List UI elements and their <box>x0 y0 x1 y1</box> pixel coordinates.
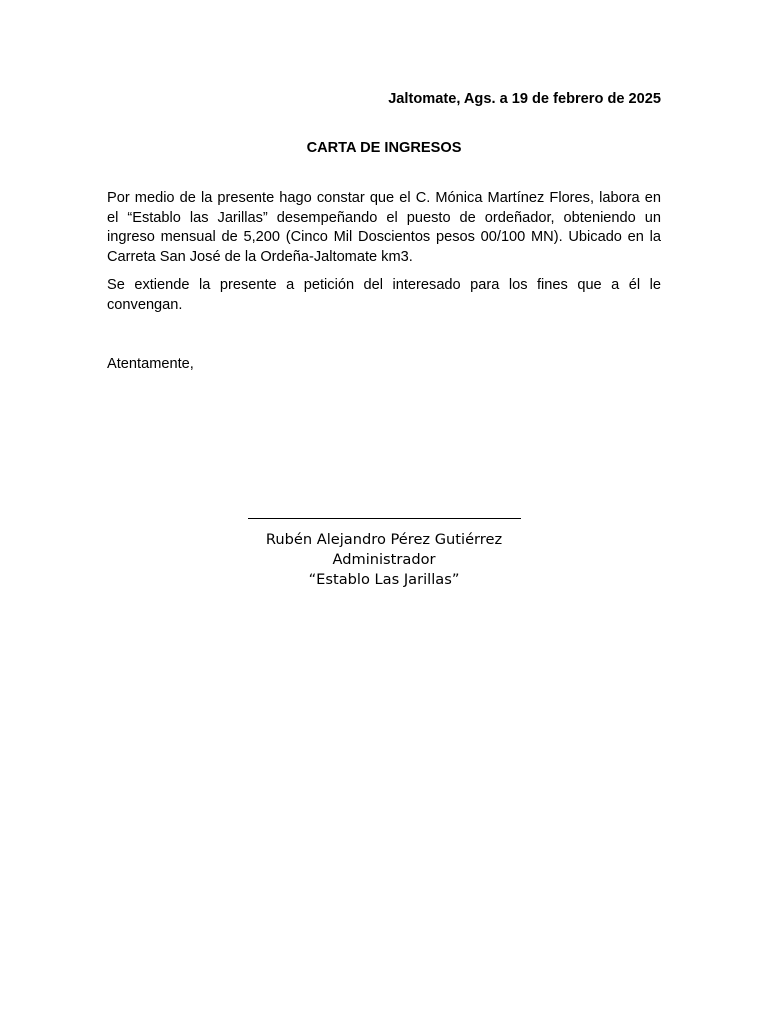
signature-block <box>0 530 768 590</box>
signer-organization: “Establo Las Jarillas” <box>308 571 460 588</box>
signer-name: Rubén Alejandro Pérez Gutiérrez <box>265 531 503 548</box>
closing-salutation: Atentamente, <box>107 356 194 372</box>
signer-role: Administrador <box>332 551 436 568</box>
body-paragraph-income: Por medio de la presente hago constar que el C. Mónica Martínez Flores, labora en el “Establo las Jarillas” desempeñando el puesto de ordeñador, obteniendo un ingreso mensual de 5,200 (Cinco Mil Doscientos pesos 00/100 MN). Ubicado en la Carreta San José de la Ordeña-Jaltomate km3. <box>107 190 661 265</box>
place-and-date: Jaltomate, Ags. a 19 de febrero de 2025 <box>388 91 661 107</box>
body-paragraph-purpose: Se extiende la presente a petición del interesado para los fines que a él le convengan. <box>107 277 661 313</box>
signature-line <box>248 518 521 519</box>
document-title: CARTA DE INGRESOS <box>306 140 462 156</box>
